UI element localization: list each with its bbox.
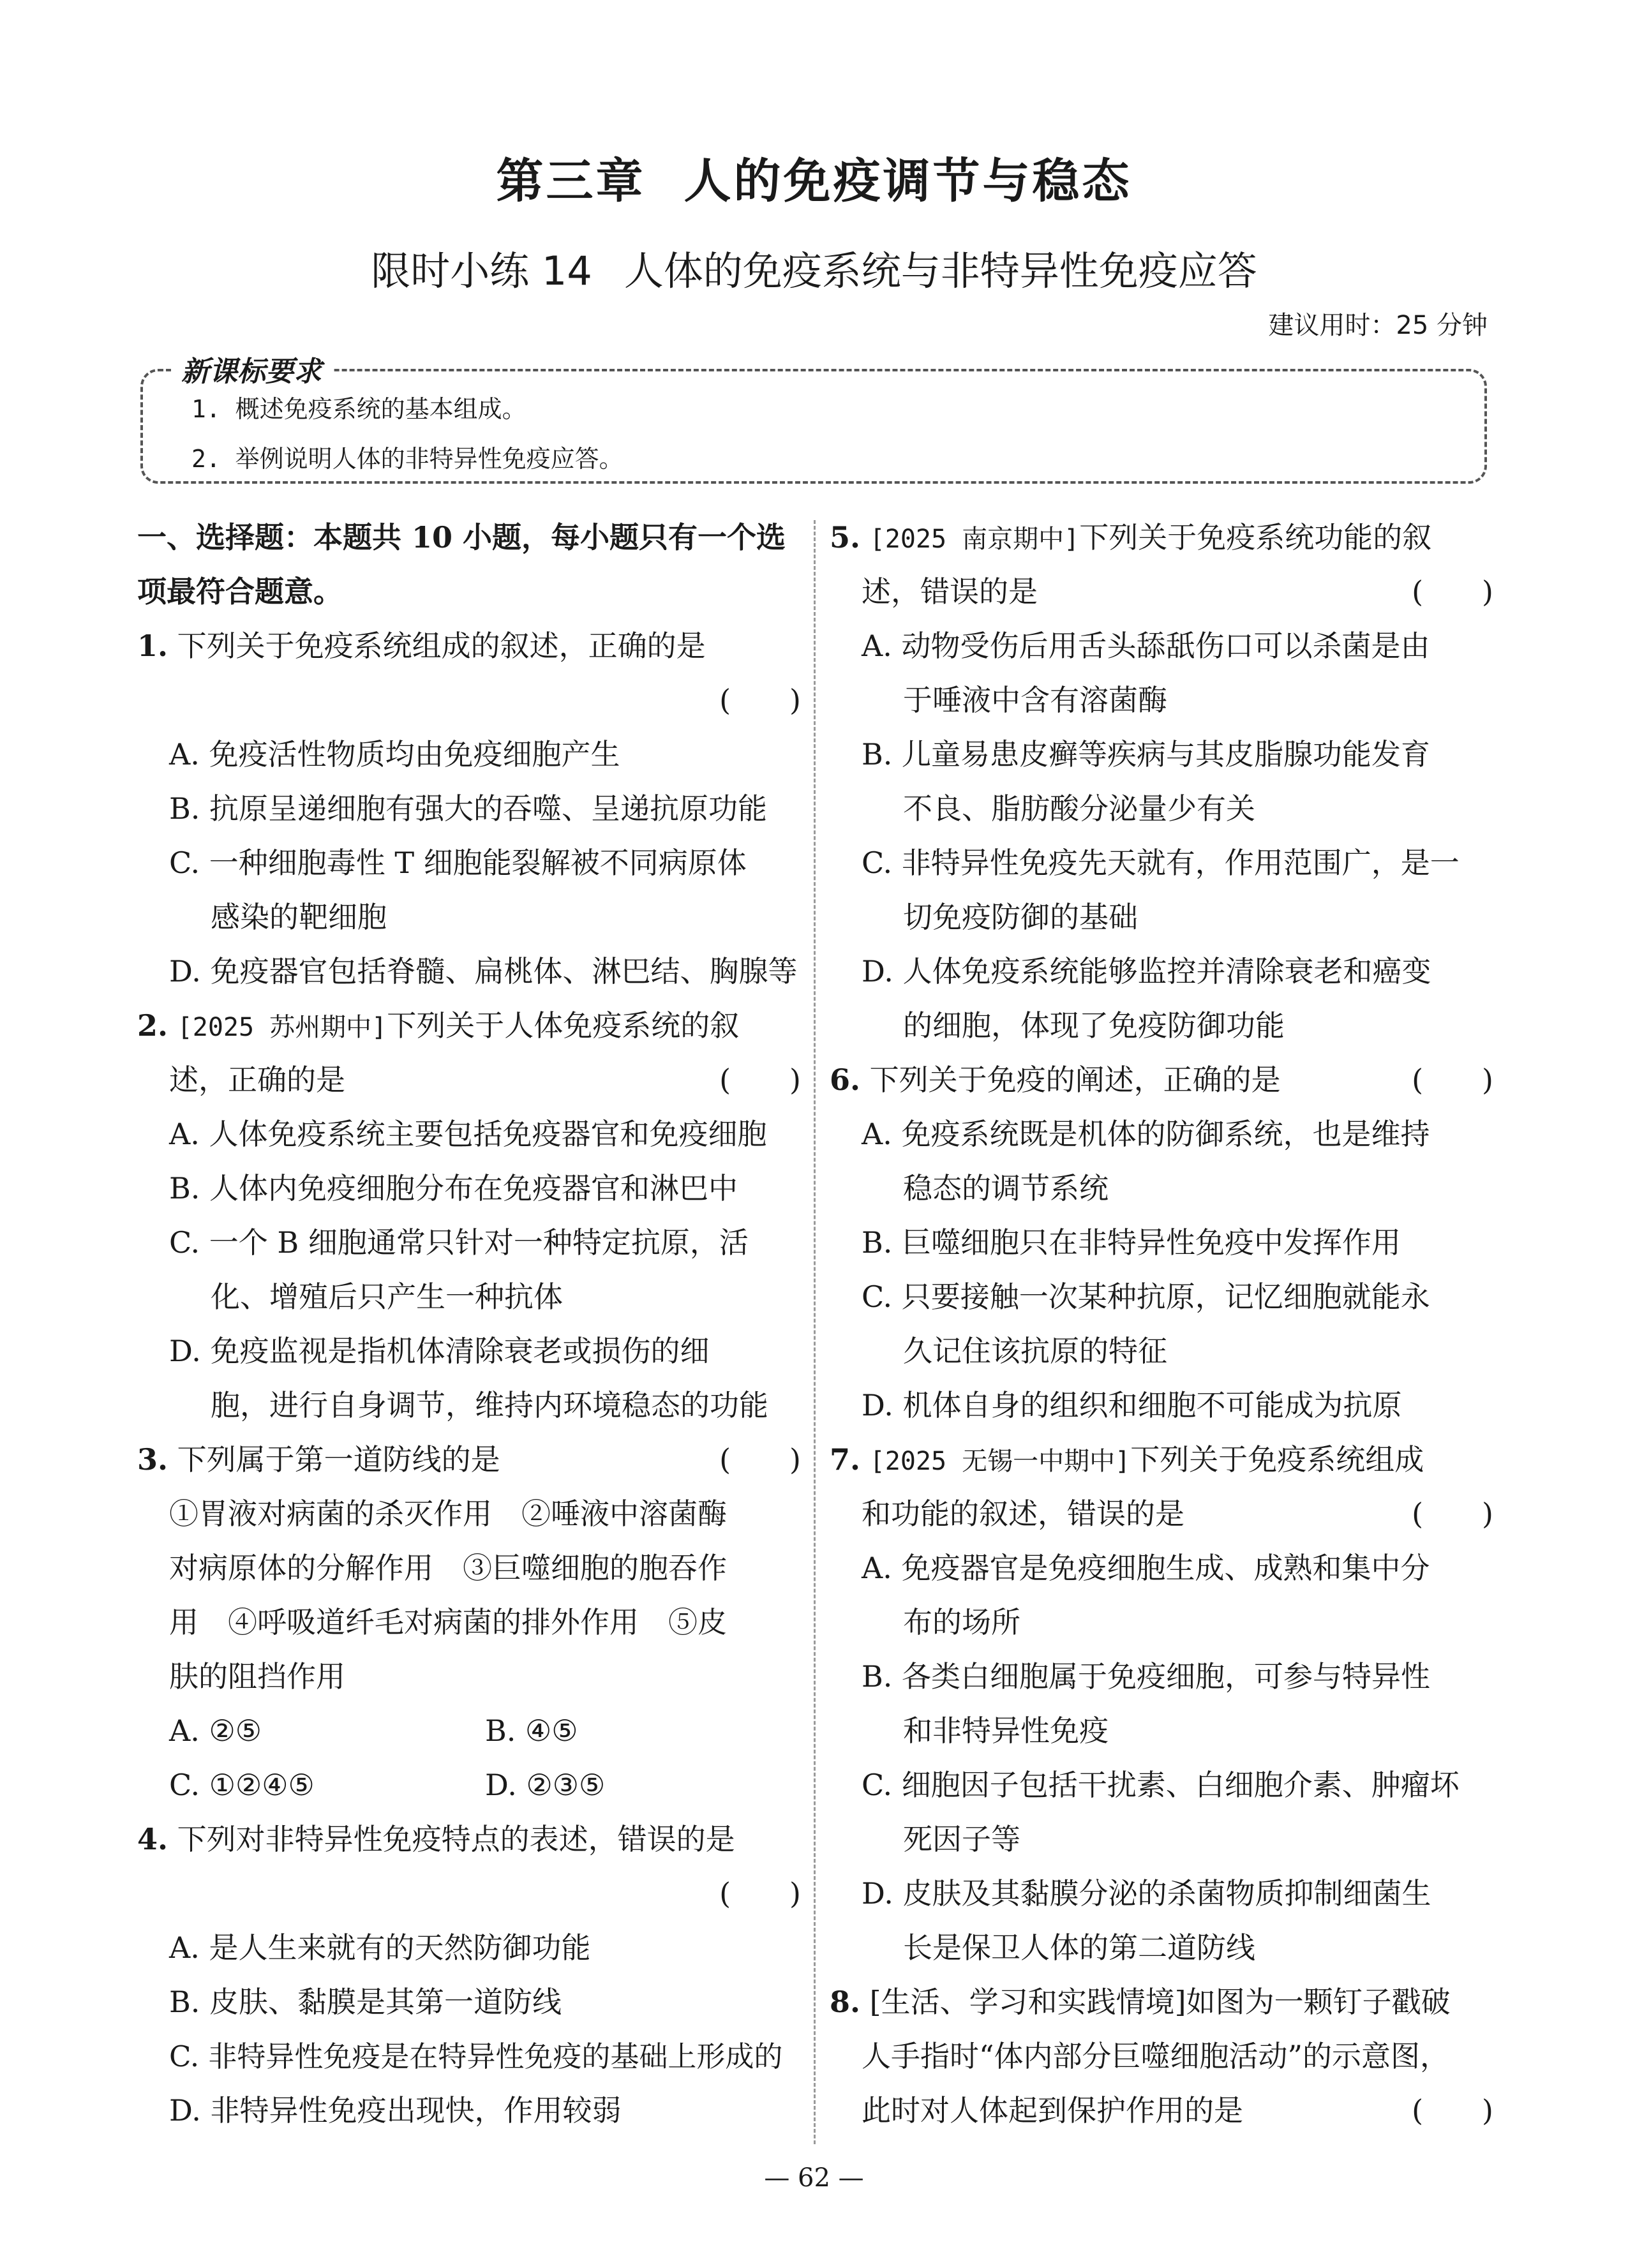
option-d: D. ②③⑤ <box>485 1768 606 1802</box>
section-label: 限时小练 14 <box>371 248 592 294</box>
option-a: A. 人体免疫系统主要包括免疫器官和免疫细胞 <box>169 1117 767 1151</box>
option-a: A. 免疫器官是免疫细胞生成、成熟和集中分 <box>862 1551 1430 1585</box>
question-stem: 下列关于免疫系统功能的叙 <box>1079 520 1432 555</box>
question-stem-cont <box>830 565 1493 619</box>
answer-paren: ( ) <box>719 1876 801 1911</box>
question-number: 4. <box>137 1822 168 1856</box>
answer-paren-row <box>137 1867 801 1921</box>
option-b: B. 人体内免疫细胞分布在免疫器官和淋巴中 <box>169 1171 738 1205</box>
option-b-cont: 不良、脂肪酸分泌量少有关 <box>903 791 1255 826</box>
option-d-cont: 长是保卫人体的第二道防线 <box>903 1930 1255 1965</box>
option-b-cont: 和非特异性免疫 <box>903 1713 1109 1748</box>
option-d-cont: 的细胞，体现了免疫防御功能 <box>903 1008 1285 1043</box>
question-7 <box>830 1433 1493 1487</box>
question-stem: 下列关于人体免疫系统的叙 <box>387 1008 740 1043</box>
question-1 <box>137 619 801 673</box>
question-number: 8. <box>830 1985 861 2019</box>
requirement-item: 2. 举例说明人体的非特异性免疫应答。 <box>191 445 624 473</box>
option-b: B. 巨噬细胞只在非特异性免疫中发挥作用 <box>862 1225 1401 1260</box>
question-8 <box>830 1975 1493 2029</box>
requirements-title: 新课标要求 <box>171 348 332 389</box>
source-tag: [2025 南京期中] <box>869 525 1080 554</box>
option-a: A. 免疫活性物质均由免疫细胞产生 <box>169 737 620 772</box>
answer-paren: ( ) <box>719 1442 801 1477</box>
option-a: A. 动物受伤后用舌头舔舐伤口可以杀菌是由 <box>862 629 1430 663</box>
option-c-cont: 久记住该抗原的特征 <box>903 1334 1167 1368</box>
option-b: B. 皮肤、黏膜是其第一道防线 <box>169 1985 562 2019</box>
answer-paren: ( ) <box>1412 2093 1493 2128</box>
question-stem: 下列关于免疫的阐述，正确的是 <box>869 1063 1281 1097</box>
option-c: C. 一个 B 细胞通常只针对一种特定抗原，活 <box>169 1225 749 1260</box>
option-c: C. ①②④⑤ <box>169 1768 315 1802</box>
section-title <box>0 239 1628 296</box>
column-divider <box>814 520 816 2144</box>
option-c: C. 只要接触一次某种抗原，记忆细胞就能永 <box>862 1279 1430 1314</box>
option-row <box>137 1758 801 1812</box>
option-a: A. ②⑤ <box>169 1713 262 1748</box>
question-number: 3. <box>137 1442 168 1477</box>
option-c: C. 非特异性免疫先天就有，作用范围广，是一 <box>862 846 1460 880</box>
option-c: C. 细胞因子包括干扰素、白细胞介素、肿瘤坏 <box>862 1768 1460 1802</box>
question-5 <box>830 511 1493 565</box>
question-stem: 述，正确的是 <box>169 1063 345 1097</box>
option-b: B. 儿童易患皮癣等疾病与其皮脂腺功能发育 <box>862 737 1431 772</box>
option-b: B. ④⑤ <box>485 1713 578 1748</box>
question-2 <box>137 999 801 1053</box>
question-number: 5. <box>830 520 861 555</box>
answer-paren-row <box>137 673 801 727</box>
question-stem-cont <box>137 1053 801 1107</box>
option-c-cont: 死因子等 <box>903 1822 1020 1856</box>
question-number: 2. <box>137 1008 168 1043</box>
question-number: 1. <box>137 629 168 663</box>
option-c-cont: 切免疫防御的基础 <box>903 900 1138 934</box>
option-c-cont: 感染的靶细胞 <box>211 900 387 934</box>
question-6 <box>830 1053 1493 1107</box>
option-a: A. 是人生来就有的天然防御功能 <box>169 1930 591 1965</box>
question-stem-cont <box>830 1487 1493 1541</box>
time-note: 建议用时：25 分钟 <box>1268 311 1488 340</box>
answer-paren: ( ) <box>1412 574 1493 609</box>
context-tag: [生活、学习和实践情境] <box>869 1985 1186 2019</box>
requirement-item: 1. 概述免疫系统的基本组成。 <box>191 395 526 423</box>
chapter-label: 第三章 <box>496 154 646 209</box>
option-d: D. 人体免疫系统能够监控并清除衰老和癌变 <box>862 954 1431 989</box>
question-stem-cont <box>830 2084 1493 2138</box>
question-3 <box>137 1433 801 1487</box>
question-number: 7. <box>830 1442 861 1477</box>
question-body: 对病原体的分解作用 ③巨噬细胞的胞吞作 <box>169 1551 727 1585</box>
option-row <box>137 1704 801 1758</box>
option-a-cont: 布的场所 <box>903 1605 1020 1639</box>
question-stem: 此时对人体起到保护作用的是 <box>862 2093 1243 2128</box>
page-number: — 62 — <box>764 2163 864 2193</box>
option-c: C. 一种细胞毒性 T 细胞能裂解被不同病原体 <box>169 846 747 880</box>
question-stem: 述，错误的是 <box>862 574 1038 609</box>
left-column <box>137 511 801 2138</box>
chapter-name: 人的免疫调节与稳态 <box>683 154 1132 209</box>
section-name: 人体的免疫系统与非特异性免疫应答 <box>624 248 1257 294</box>
chapter-title <box>0 144 1628 211</box>
question-body: 用 ④呼吸道纤毛对病菌的排外作用 ⑤皮 <box>169 1605 727 1639</box>
question-stem-cont: 人手指时“体内部分巨噬细胞活动”的示意图， <box>862 2039 1450 2073</box>
answer-paren: ( ) <box>1412 1496 1493 1531</box>
option-d: D. 免疫器官包括脊髓、扁桃体、淋巴结、胸腺等 <box>169 954 798 989</box>
question-stem: 下列对非特异性免疫特点的表述，错误的是 <box>177 1822 735 1856</box>
question-stem: 和功能的叙述，错误的是 <box>862 1496 1184 1531</box>
option-d: D. 机体自身的组织和细胞不可能成为抗原 <box>862 1388 1402 1422</box>
option-d: D. 免疫监视是指机体清除衰老或损伤的细 <box>169 1334 710 1368</box>
question-stem: 下列属于第一道防线的是 <box>177 1442 500 1477</box>
source-tag: [2025 苏州期中] <box>177 1013 387 1042</box>
section-intro: 项最符合题意。 <box>137 574 343 609</box>
right-column <box>830 511 1493 2138</box>
option-d: D. 非特异性免疫出现快，作用较弱 <box>169 2093 622 2128</box>
question-stem: 下列关于免疫系统组成 <box>1130 1442 1424 1477</box>
option-b: B. 各类白细胞属于免疫细胞，可参与特异性 <box>862 1659 1431 1694</box>
question-stem: 下列关于免疫系统组成的叙述，正确的是 <box>177 629 706 663</box>
option-c-cont: 化、增殖后只产生一种抗体 <box>211 1279 563 1314</box>
source-tag: [2025 无锡一中期中] <box>869 1447 1131 1476</box>
question-stem: 如图为一颗钉子戳破 <box>1186 1985 1451 2019</box>
answer-paren: ( ) <box>719 1063 801 1097</box>
question-body: ①胃液对病菌的杀灭作用 ②唾液中溶菌酶 <box>169 1496 727 1531</box>
answer-paren: ( ) <box>1412 1063 1493 1097</box>
question-number: 6. <box>830 1063 861 1097</box>
option-d-cont: 胞，进行自身调节，维持内环境稳态的功能 <box>211 1388 768 1422</box>
question-4 <box>137 1812 801 1867</box>
option-b: B. 抗原呈递细胞有强大的吞噬、呈递抗原功能 <box>169 791 768 826</box>
option-d: D. 皮肤及其黏膜分泌的杀菌物质抑制细菌生 <box>862 1876 1431 1911</box>
section-intro: 一、选择题：本题共 10 小题，每小题只有一个选 <box>137 520 786 555</box>
option-a-cont: 稳态的调节系统 <box>903 1171 1109 1205</box>
option-c: C. 非特异性免疫是在特异性免疫的基础上形成的 <box>169 2040 783 2073</box>
option-a-cont: 于唾液中含有溶菌酶 <box>903 683 1167 717</box>
question-body: 肤的阻挡作用 <box>169 1659 345 1694</box>
option-a: A. 免疫系统既是机体的防御系统，也是维持 <box>862 1117 1430 1151</box>
answer-paren: ( ) <box>719 683 801 717</box>
